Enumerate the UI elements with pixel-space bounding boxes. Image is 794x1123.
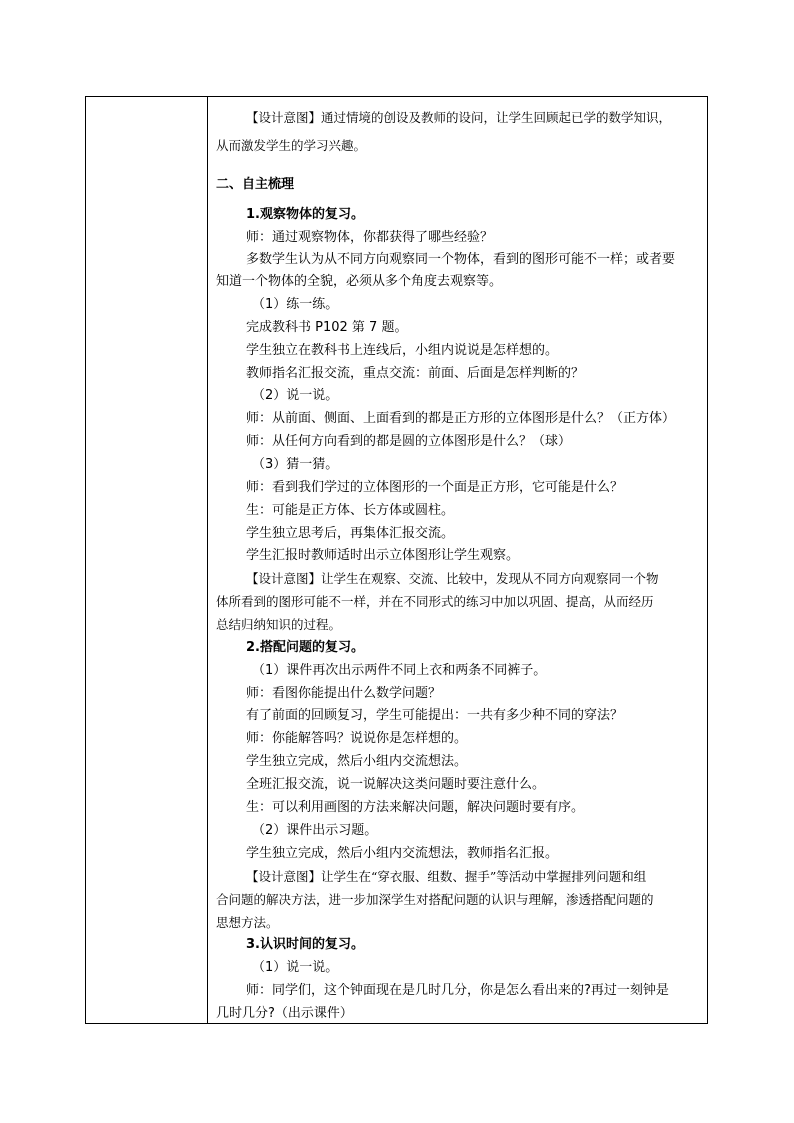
text-line: 有了前面的回顾复习，学生可能提出：一共有多少种不同的穿法？	[246, 708, 624, 723]
text-line: 师：从任何方向看到的都是圆的立体图形是什么？（球）	[246, 434, 572, 449]
subsection-heading: 3.认识时间的复习。	[246, 937, 364, 952]
text-line: 生：可以利用画图的方法来解决问题，解决问题时要有序。	[246, 800, 585, 815]
design-intent-1: 【设计意图】通过情境的创设及教师的设问，让学生回顾起已学的数学知识，	[246, 110, 672, 125]
column-divider	[207, 97, 208, 1023]
text-line: 师：你能解答吗？说说你是怎样想的。	[246, 731, 468, 746]
text-line: （1）课件再次出示两件不同上衣和两条不同裤子。	[252, 663, 547, 678]
lesson-table	[85, 96, 708, 1024]
text-line: 师：通过观察物体，你都获得了哪些经验？	[246, 230, 494, 245]
text-line: （2）课件出示习题。	[252, 823, 378, 838]
section-heading: 二、自主梳理	[216, 177, 295, 192]
text-line: 多数学生认为从不同方向观察同一个物体，看到的图形可能不一样；或者要	[246, 252, 676, 267]
text-line: 总结归纳知识的过程。	[216, 617, 342, 632]
text-line: （3）猜一猜。	[252, 457, 339, 472]
text-line: 师：看图你能提出什么数学问题？	[246, 686, 442, 701]
text-line: （2）说一说。	[252, 388, 339, 403]
text-line: 学生独立在教科书上连线后，小组内说说是怎样想的。	[246, 343, 559, 358]
text-line: 生：可能是正方体、长方体或圆柱。	[246, 503, 455, 518]
text-line: 知道一个物体的全貌，必须从多个角度去观察等。	[216, 274, 503, 289]
text-line: 学生独立思考后，再集体汇报交流。	[246, 526, 455, 541]
text-line: 几时几分?（出示课件）	[216, 1006, 353, 1021]
text-line: 师：同学们，这个钟面现在是几时几分，你是怎么看出来的?再过一刻钟是	[246, 983, 669, 998]
subsection-heading: 2.搭配问题的复习。	[246, 640, 364, 655]
text-line: 体所看到的图形可能不一样，并在不同形式的练习中加以巩固、提高，从而经历	[216, 594, 654, 609]
text-line: 师：看到我们学过的立体图形的一个面是正方形，它可能是什么？	[246, 480, 624, 495]
text-line: 从而激发学生的学习兴趣。	[216, 138, 367, 153]
text-line: 完成教科书 P102 第 7 题。	[246, 320, 408, 335]
text-line: 教师指名汇报交流，重点交流：前面、后面是怎样判断的？	[246, 366, 585, 381]
design-intent-3: 【设计意图】让学生在“穿衣服、组数、握手”等活动中掌握排列问题和组	[246, 869, 647, 884]
text-line: 思想方法。	[216, 915, 279, 930]
text-line: 全班汇报交流，说一说解决这类问题时要注意什么。	[246, 777, 546, 792]
text-line: （1）练一练。	[252, 297, 339, 312]
text-line: 学生独立完成，然后小组内交流想法，教师指名汇报。	[246, 846, 559, 861]
subsection-heading: 1.观察物体的复习。	[246, 207, 364, 222]
text-line: 学生汇报时教师适时出示立体图形让学生观察。	[246, 548, 520, 563]
text-line: 学生独立完成，然后小组内交流想法。	[246, 754, 468, 769]
design-intent-2: 【设计意图】让学生在观察、交流、比较中，发现从不同方向观察同一个物	[246, 571, 659, 586]
text-line: （1）说一说。	[252, 960, 339, 975]
text-line: 合问题的解决方法，进一步加深学生对搭配问题的认识与理解，渗透搭配问题的	[216, 892, 654, 907]
text-line: 师：从前面、侧面、上面看到的都是正方形的立体图形是什么？（正方体）	[246, 411, 676, 426]
